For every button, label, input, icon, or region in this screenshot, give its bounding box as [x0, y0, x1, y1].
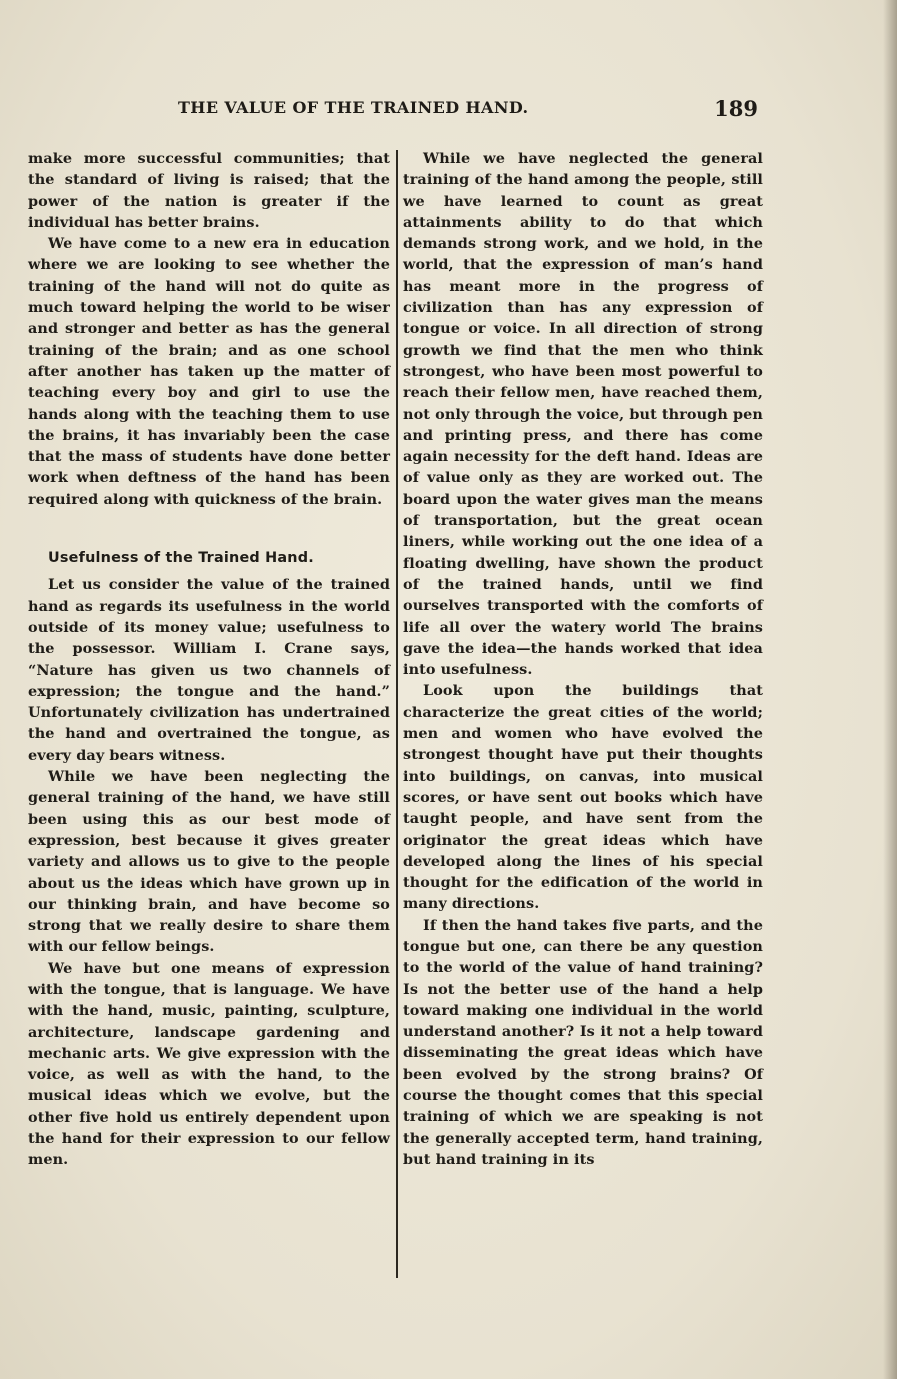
paragraph: Let us consider the value of the trained hand as regards its usefulness in the world outside of its money value; usefulness to the possessor. William I. Crane says, “Nature has given us two channels of expression; the tongue and the hand.” Unfortunately civilization has undertrained the hand and overtrained the tongue, as every day bears witness. — [28, 576, 390, 764]
section-subheading: Usefulness of the Trained Hand. — [48, 550, 314, 567]
paragraph: make more successful communities; that the standard of living is raised; that the power of the nation is greater if the individual has better brains. — [28, 150, 390, 231]
left-column — [28, 148, 390, 1171]
paragraph: Look upon the buildings that characterize the great cities of the world; men and women who have evolved the strongest thought have put their thoughts into buildings, on canvas, into musical scores, or have sent out books which have taught people, and have sent from the originator the great ideas which have developed along the lines of his special thought for the edification of the world in many directions. — [403, 682, 763, 913]
paragraph: We have come to a new era in education where we are looking to see whether the training of the hand will not do quite as much toward helping the world to be wiser and stronger and better as has the general training of the brain; and as one school after another has taken up the matter of teaching every boy and girl to use the hands along with the teaching them to use the brains, it has invariably been the case that the mass of students have done better work when deftness of the hand has been required along with quickness of the brain. — [28, 235, 390, 508]
page-edge-shadow — [883, 0, 897, 1379]
running-head — [178, 96, 758, 126]
right-column — [403, 148, 763, 1170]
page-number: 189 — [714, 96, 758, 121]
paragraph: We have but one means of expression with the tongue, that is language. We have with the hand, music, painting, sculpture, architecture, landscape gardening and mechanic arts. We give expression with the voice, as well as with the hand, to the musical ideas which we evolve, but the other five hold us entirely dependent upon the hand for their expression to our fellow men. — [28, 959, 390, 1169]
paragraph: While we have neglected the general training of the hand among the people, still we have learned to count as great attainments ability to do that which demands strong work, and we hold, in the world, that the expression of man’s hand has meant more in the progress of civilization than has any expression of tongue or voice. In all direction of strong growth we find that the men who think strongest, who have been most powerful to reach their fellow men, have reached them, not only through the voice, but through pen and printing press, and there has come again necessity for the deft hand. Ideas are of value only as they are worked out. The board upon the water gives man the means of transportation, but the great ocean liners, while working out the one idea of a floating dwelling, have shown the product of the trained hands, until we find ourselves transported with the comforts of life all over the watery world The brains gave the idea—the hands worked that idea into usefulness. — [403, 150, 763, 679]
paragraph: While we have been neglecting the general training of the hand, we have still been using this as our best mode of expression, best because it gives greater variety and allows us to give to the people about us the ideas which have grown up in our thinking brain, and have become so strong that we really desire to share them with our fellow beings. — [28, 768, 390, 956]
column-divider — [396, 150, 398, 1278]
running-title: THE VALUE OF THE TRAINED HAND. — [178, 98, 529, 117]
paragraph: If then the hand takes five parts, and the tongue but one, can there be any question to the world of the value of hand training? Is not the better use of the hand a help toward making one individual in the world understand another? Is it not a help toward disseminating the great ideas which have been evolved by the strong brains? Of course the thought comes that this special training of which we are speaking is not the generally accepted term, hand training, but hand training in its — [403, 916, 763, 1168]
